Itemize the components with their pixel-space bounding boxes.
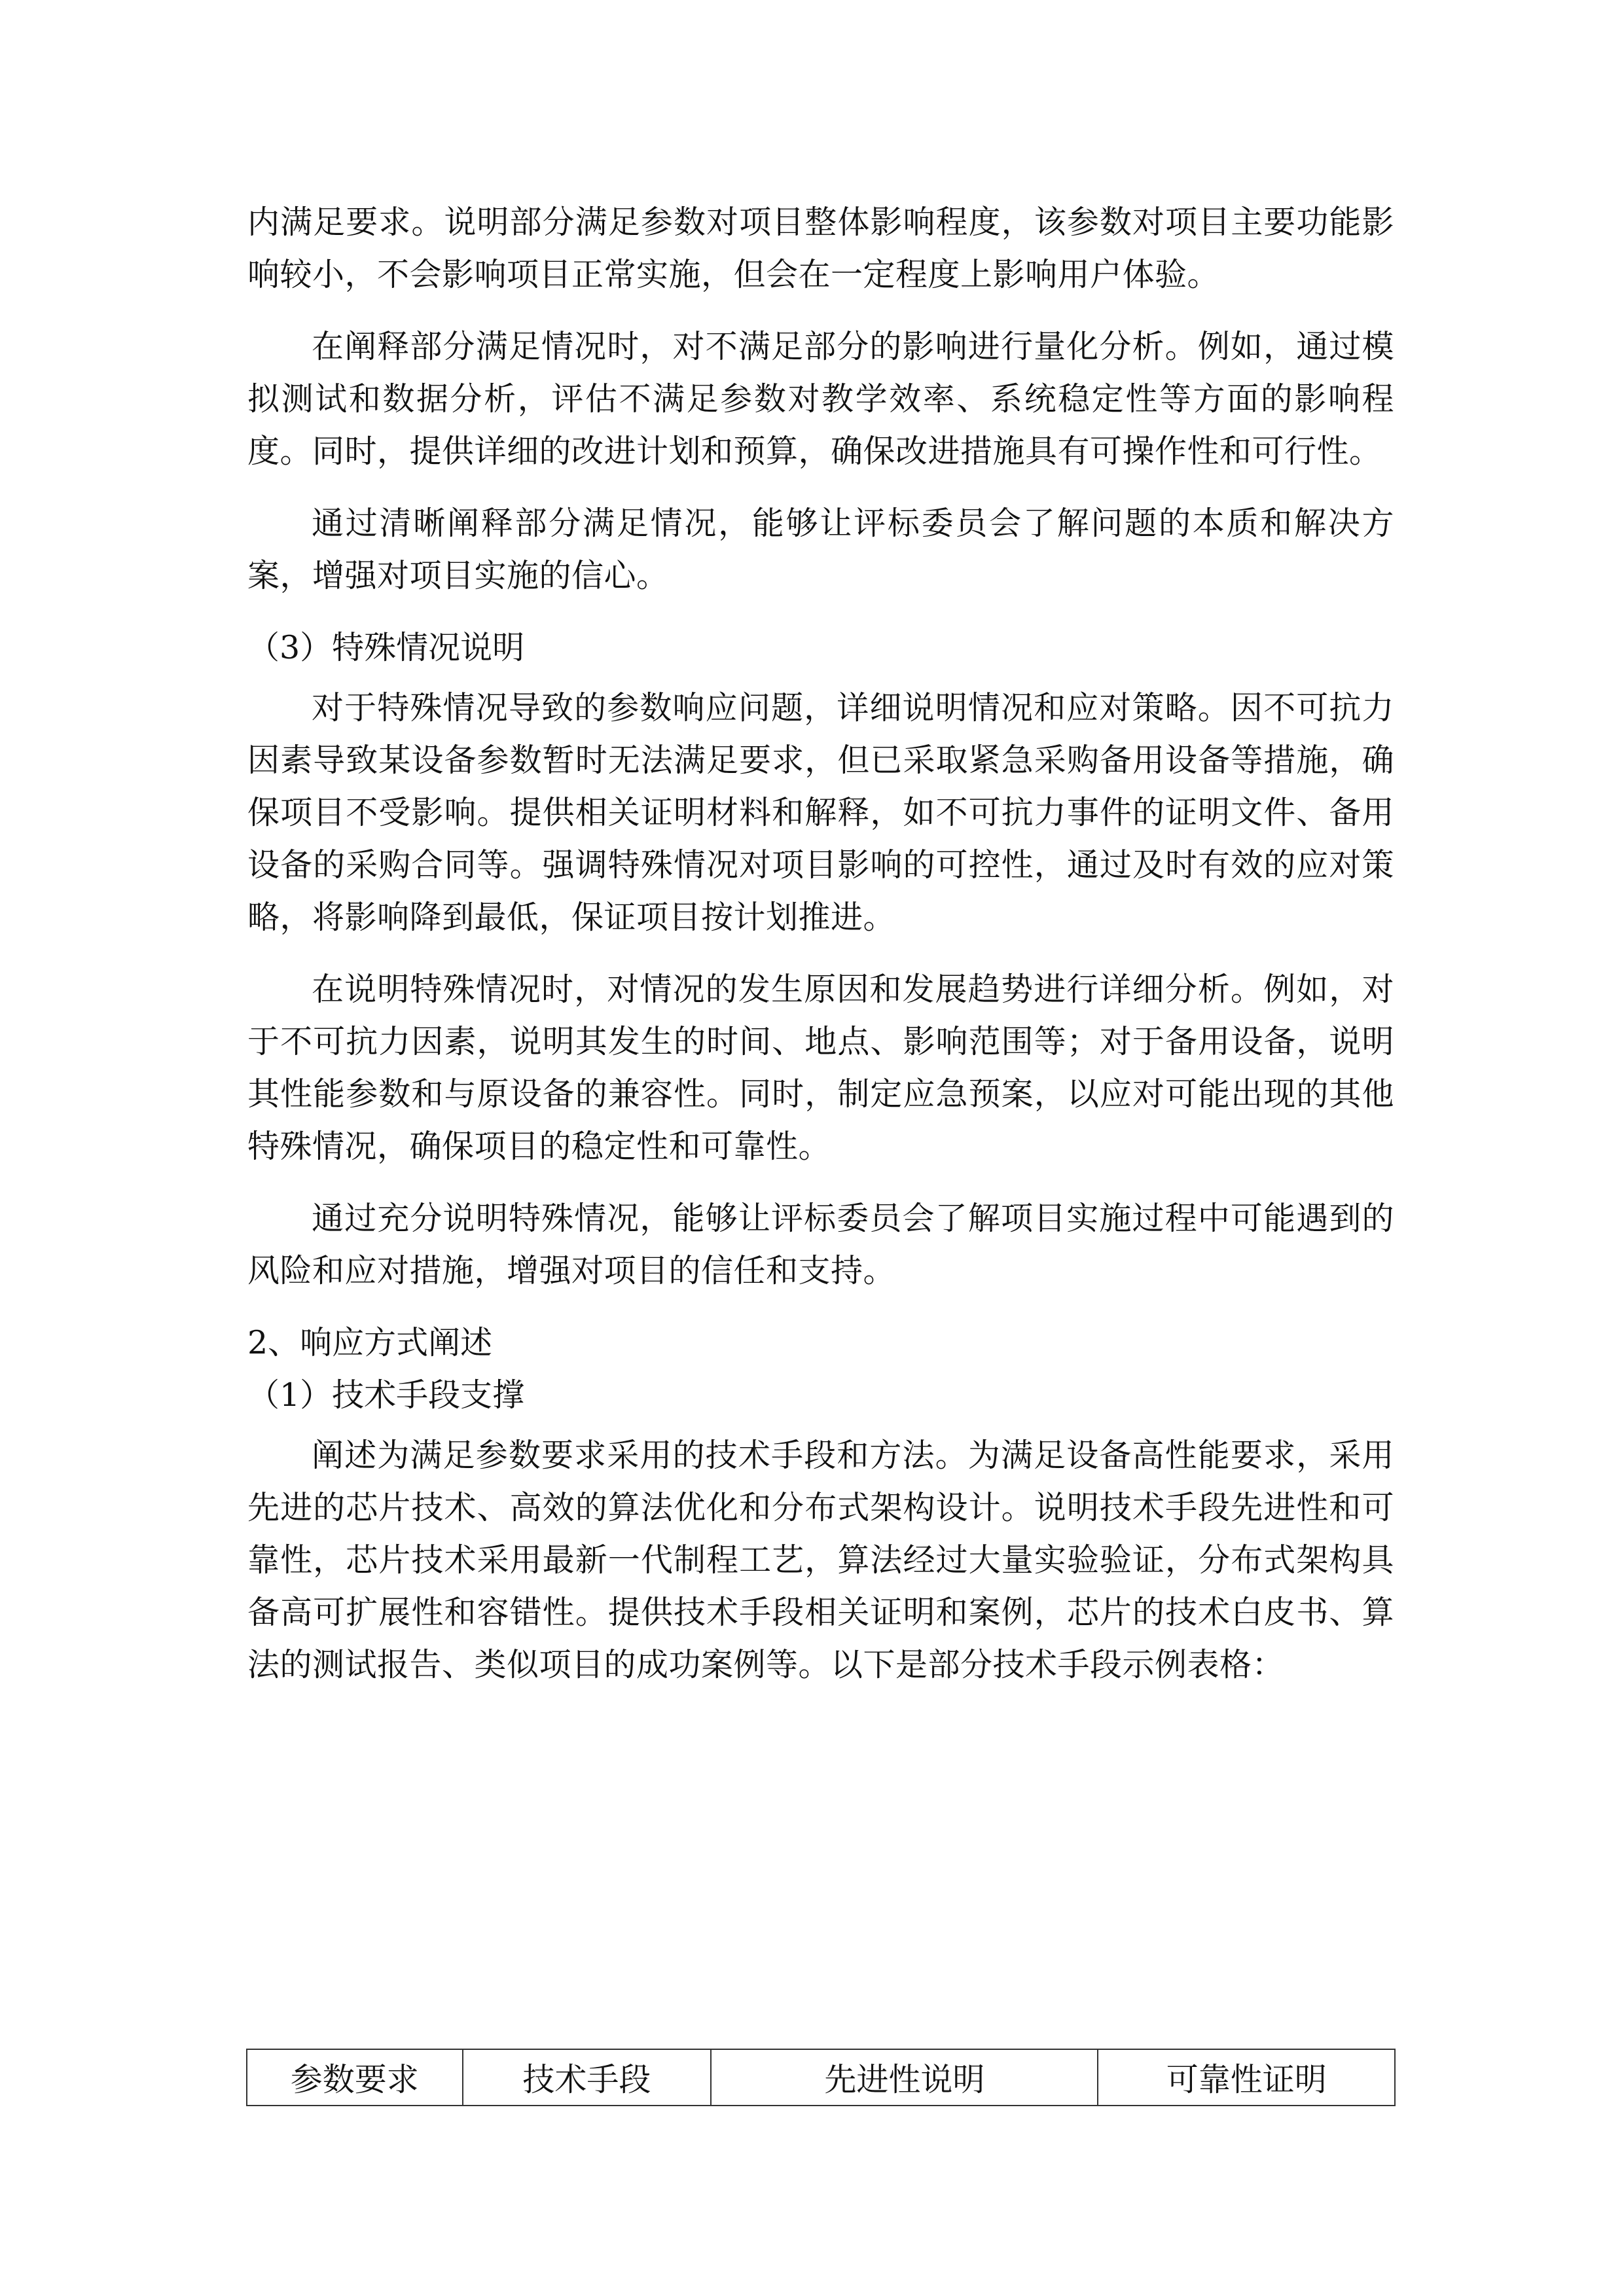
section-heading-technical-support: （1）技术手段支撑 — [247, 1376, 525, 1414]
table-header-cell: 参数要求 — [247, 2049, 463, 2106]
paragraph-special-analysis: 在说明特殊情况时，对情况的发生原因和发展趋势进行详细分析。例如，对于不可抗力因素，说明其发生的时间、地点、影响范围等；对于备用设备，说明其性能参数和与原设备的兼容性。同时，制定应急预案，以应对可能出现的其他特殊情况，确保项目的稳定性和可靠性。 — [247, 971, 1394, 1165]
table-header-row — [247, 2049, 1395, 2106]
paragraph-partial-conclusion: 通过清晰阐释部分满足情况，能够让评标委员会了解问题的本质和解决方案，增强对项目实施的信心。 — [247, 505, 1394, 594]
paragraph-technical-support: 阐述为满足参数要求采用的技术手段和方法。为满足设备高性能要求，采用先进的芯片技术、高效的算法优化和分布式架构设计。说明技术手段先进性和可靠性，芯片技术采用最新一代制程工艺，算法经过大量实验验证，分布式架构具备高可扩展性和容错性。提供技术手段相关证明和案例，芯片的技术白皮书、算法的测试报告、类似项目的成功案例等。以下是部分技术手段示例表格： — [247, 1437, 1394, 1683]
section-heading-special-cases: （3）特殊情况说明 — [247, 629, 525, 666]
table-header-cell: 可靠性证明 — [1098, 2049, 1395, 2106]
paragraph-quantitative-analysis: 在阐释部分满足情况时，对不满足部分的影响进行量化分析。例如，通过模拟测试和数据分析，评估不满足参数对教学效率、系统稳定性等方面的影响程度。同时，提供详细的改进计划和预算，确保改进措施具有可操作性和可行性。 — [247, 328, 1394, 470]
paragraph-continuation: 内满足要求。说明部分满足参数对项目整体影响程度，该参数对项目主要功能影响较小，不会影响项目正常实施，但会在一定程度上影响用户体验。 — [247, 204, 1394, 293]
document-body — [247, 196, 1394, 1704]
table-header-cell: 技术手段 — [463, 2049, 712, 2106]
paragraph-special-cases: 对于特殊情况导致的参数响应问题，详细说明情况和应对策略。因不可抗力因素导致某设备参数暂时无法满足要求，但已采取紧急采购备用设备等措施，确保项目不受影响。提供相关证明材料和解释，如不可抗力事件的证明文件、备用设备的采购合同等。强调特殊情况对项目影响的可控性，通过及时有效的应对策略，将影响降到最低，保证项目按计划推进。 — [247, 689, 1394, 936]
section-heading-response-method: 2、响应方式阐述 — [247, 1324, 493, 1361]
paragraph-special-conclusion: 通过充分说明特殊情况，能够让评标委员会了解项目实施过程中可能遇到的风险和应对措施，增强对项目的信任和支持。 — [247, 1200, 1394, 1289]
technical-means-table — [246, 2049, 1396, 2106]
table-header-cell: 先进性说明 — [711, 2049, 1098, 2106]
